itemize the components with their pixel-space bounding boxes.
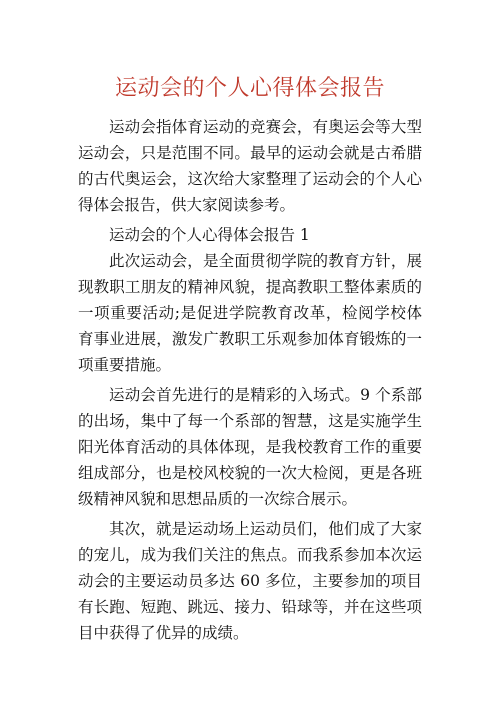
body-paragraph-3: 其次，就是运动场上运动员们，他们成了大家的宠儿，成为我们关注的焦点。而我系参加本次运动会的主要运动员多达 60 多位，主要参加的项目有长跑、短跑、跳远、接力、铅球等，并在这些项目中获得了优异的成绩。 <box>78 520 422 642</box>
section-heading: 运动会的个人心得体会报告 1 <box>109 226 310 244</box>
body-paragraph-2: 运动会首先进行的是精彩的入场式。9 个系部的出场，集中了每一个系部的智慧，这是实施学生阳光体育活动的具体体现，是我校教育工作的重要组成部分，也是校风校貌的一次大检阅，更是各班级精神风貌和思想品质的一次综合展示。 <box>78 386 422 508</box>
intro-paragraph: 运动会指体育运动的竞赛会，有奥运会等大型运动会，只是范围不同。最早的运动会就是古希腊的古代奥运会，这次给大家整理了运动会的个人心得体会报告，供大家阅读参考。 <box>78 118 422 214</box>
document-title: 运动会的个人心得体会报告 <box>114 76 385 101</box>
body-paragraph-1: 此次运动会，是全面贯彻学院的教育方针，展现教职工朋友的精神风貌，提高教职工整体素质的一项重要活动;是促进学院教育改革，检阅学校体育事业进展，激发广教职工乐观参加体育锻炼的一项重要措施。 <box>78 252 422 374</box>
